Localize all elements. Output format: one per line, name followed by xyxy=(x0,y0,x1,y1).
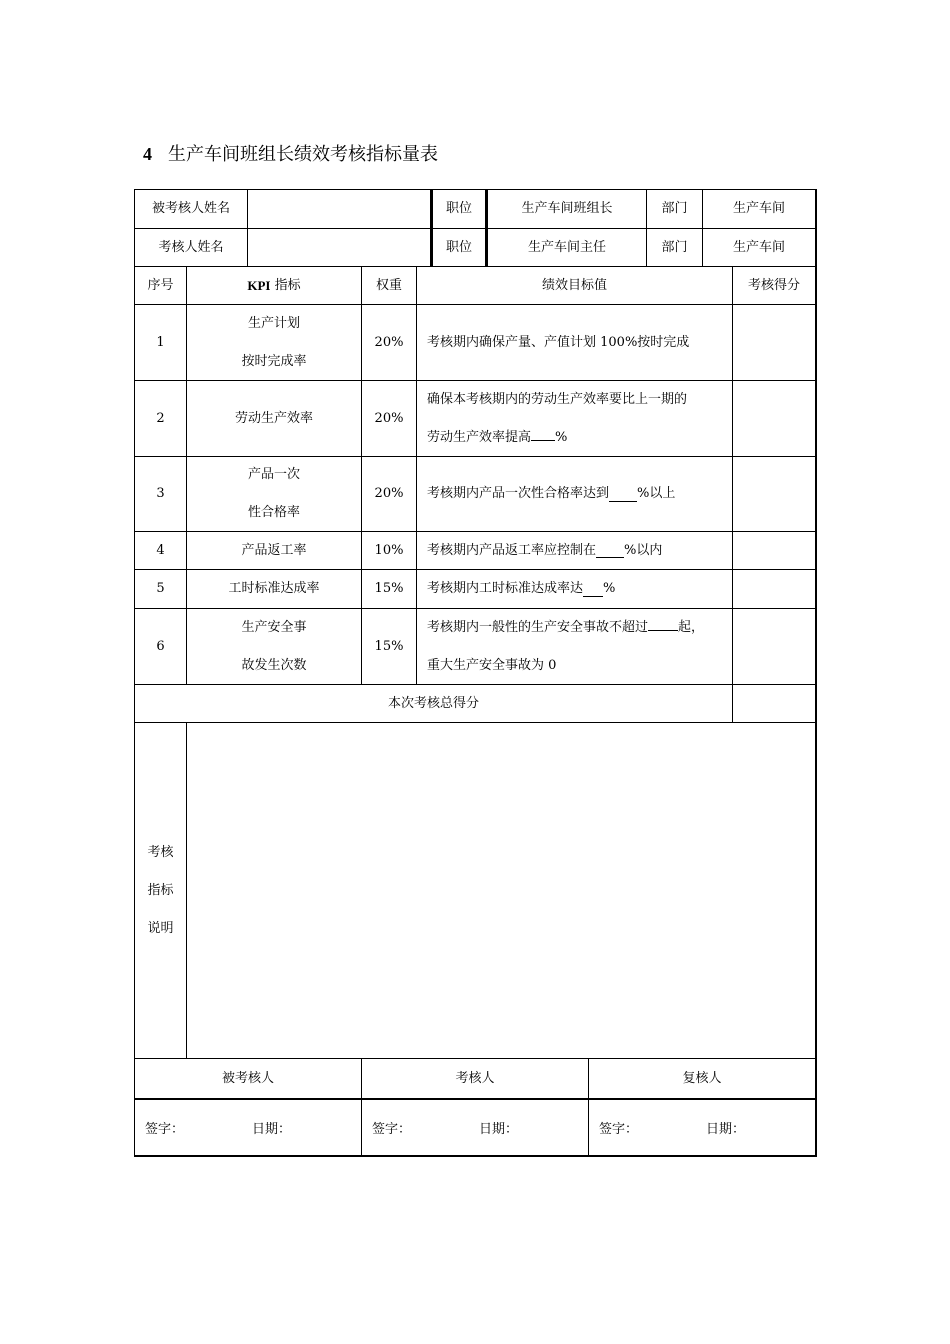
sign-label-3: 签字： xyxy=(599,1121,639,1137)
notes-line1: 考核 xyxy=(147,844,174,860)
row1-kpi-line2: 按时完成率 xyxy=(241,353,307,369)
col-kpi xyxy=(186,266,362,305)
row6-target xyxy=(416,608,733,685)
row5-seq: 5 xyxy=(134,569,187,609)
sign-evaluator[interactable] xyxy=(361,1098,589,1157)
row6-target-unit: 起， xyxy=(678,620,705,635)
row2-target-line2 xyxy=(427,419,732,457)
row6-score-field[interactable] xyxy=(732,608,817,685)
row4-target xyxy=(416,531,733,570)
dept-value-1: 生产车间 xyxy=(702,189,817,229)
row1-seq: 1 xyxy=(134,304,187,381)
row3-kpi xyxy=(186,456,362,532)
signer-evaluatee: 被考核人 xyxy=(134,1058,362,1100)
row4-score-field[interactable] xyxy=(732,531,817,570)
row2-seq: 2 xyxy=(134,380,187,457)
row6-kpi-line1: 生产安全事 xyxy=(241,619,307,635)
col-kpi-suffix: 指标 xyxy=(270,277,301,293)
title-number: 4 xyxy=(143,144,152,164)
position-value-2: 生产车间主任 xyxy=(487,228,647,267)
row4-seq: 4 xyxy=(134,531,187,570)
row4-target-text: 考核期内产品返工率应控制在 xyxy=(427,542,597,558)
row2-target-line1: 确保本考核期内的劳动生产效率要比上一期的 xyxy=(427,392,688,407)
total-score-field[interactable] xyxy=(732,684,817,723)
row4-target-unit: %以内 xyxy=(624,542,663,558)
row5-kpi: 工时标准达成率 xyxy=(186,569,362,609)
row6-target-line2: 重大生产安全事故为 0 xyxy=(427,658,557,673)
row2-score-field[interactable] xyxy=(732,380,817,457)
row3-weight: 20% xyxy=(361,456,417,532)
row5-score-field[interactable] xyxy=(732,569,817,609)
row3-kpi-line2: 性合格率 xyxy=(247,505,300,520)
sign-label-2: 签字： xyxy=(372,1121,412,1137)
row6-kpi-line2: 故发生次数 xyxy=(241,657,307,673)
date-label-1: 日期： xyxy=(252,1121,292,1137)
row6-weight: 15% xyxy=(361,608,417,685)
dept-value-2: 生产车间 xyxy=(702,228,817,267)
sign-label-1: 签字： xyxy=(145,1121,185,1137)
row4-blank[interactable] xyxy=(596,543,624,558)
row1-score-field[interactable] xyxy=(732,304,817,381)
row3-seq: 3 xyxy=(134,456,187,532)
row6-target-text: 考核期内一般性的生产安全事故不超过 xyxy=(427,620,649,635)
evaluator-name-label: 考核人姓名 xyxy=(134,228,248,267)
row5-target xyxy=(416,569,733,609)
title-text: 生产车间班组长绩效考核指标量表 xyxy=(168,144,438,165)
col-score: 考核得分 xyxy=(732,266,817,305)
evaluator-name-field[interactable] xyxy=(247,228,431,267)
row2-target xyxy=(416,380,733,457)
row3-target-text: 考核期内产品一次性合格率达到 xyxy=(427,486,610,501)
row3-target-unit: %以上 xyxy=(637,486,676,501)
row4-kpi: 产品返工率 xyxy=(186,531,362,570)
page-title xyxy=(143,140,438,166)
position-value-1: 生产车间班组长 xyxy=(487,189,647,229)
notes-line3: 说明 xyxy=(147,920,174,936)
sign-evaluatee[interactable] xyxy=(134,1098,362,1157)
signer-evaluator: 考核人 xyxy=(361,1058,589,1100)
row1-weight: 20% xyxy=(361,304,417,381)
row2-blank[interactable] xyxy=(531,426,555,441)
col-weight: 权重 xyxy=(361,266,417,305)
row5-target-unit: % xyxy=(603,581,616,596)
notes-area[interactable] xyxy=(186,722,817,1059)
row1-target: 考核期内确保产量、产值计划 100%按时完成 xyxy=(416,304,733,381)
notes-line2: 指标 xyxy=(147,882,174,898)
row5-weight: 15% xyxy=(361,569,417,609)
evaluatee-name-label: 被考核人姓名 xyxy=(134,189,248,229)
col-seq: 序号 xyxy=(134,266,187,305)
row3-score-field[interactable] xyxy=(732,456,817,532)
row3-blank[interactable] xyxy=(609,487,637,502)
dept-label-2: 部门 xyxy=(646,228,703,267)
evaluatee-name-field[interactable] xyxy=(247,189,431,229)
row6-kpi xyxy=(186,608,362,685)
dept-label-1: 部门 xyxy=(646,189,703,229)
notes-label xyxy=(134,722,187,1059)
date-label-2: 日期： xyxy=(479,1121,519,1137)
row1-kpi xyxy=(186,304,362,381)
row6-seq: 6 xyxy=(134,608,187,685)
sign-reviewer[interactable] xyxy=(588,1098,817,1157)
row1-kpi-line1: 生产计划 xyxy=(247,315,300,331)
row3-kpi-line1: 产品一次 xyxy=(247,467,300,482)
row2-weight: 20% xyxy=(361,380,417,457)
signer-reviewer: 复核人 xyxy=(588,1058,817,1100)
row2-target-unit: % xyxy=(555,430,568,445)
row2-kpi: 劳动生产效率 xyxy=(186,380,362,457)
row2-target-text: 劳动生产效率提高 xyxy=(427,430,532,445)
row6-target-line1 xyxy=(427,609,732,647)
col-kpi-prefix: KPI xyxy=(247,277,271,293)
row5-target-text: 考核期内工时标准达成率达 xyxy=(427,581,584,596)
col-target: 绩效目标值 xyxy=(416,266,733,305)
row6-blank[interactable] xyxy=(648,616,678,631)
row3-target xyxy=(416,456,733,532)
total-score-label: 本次考核总得分 xyxy=(134,684,733,723)
position-label-1: 职位 xyxy=(430,189,488,229)
row4-weight: 10% xyxy=(361,531,417,570)
row5-blank[interactable] xyxy=(583,582,603,597)
date-label-3: 日期： xyxy=(706,1121,746,1137)
position-label-2: 职位 xyxy=(430,228,488,267)
